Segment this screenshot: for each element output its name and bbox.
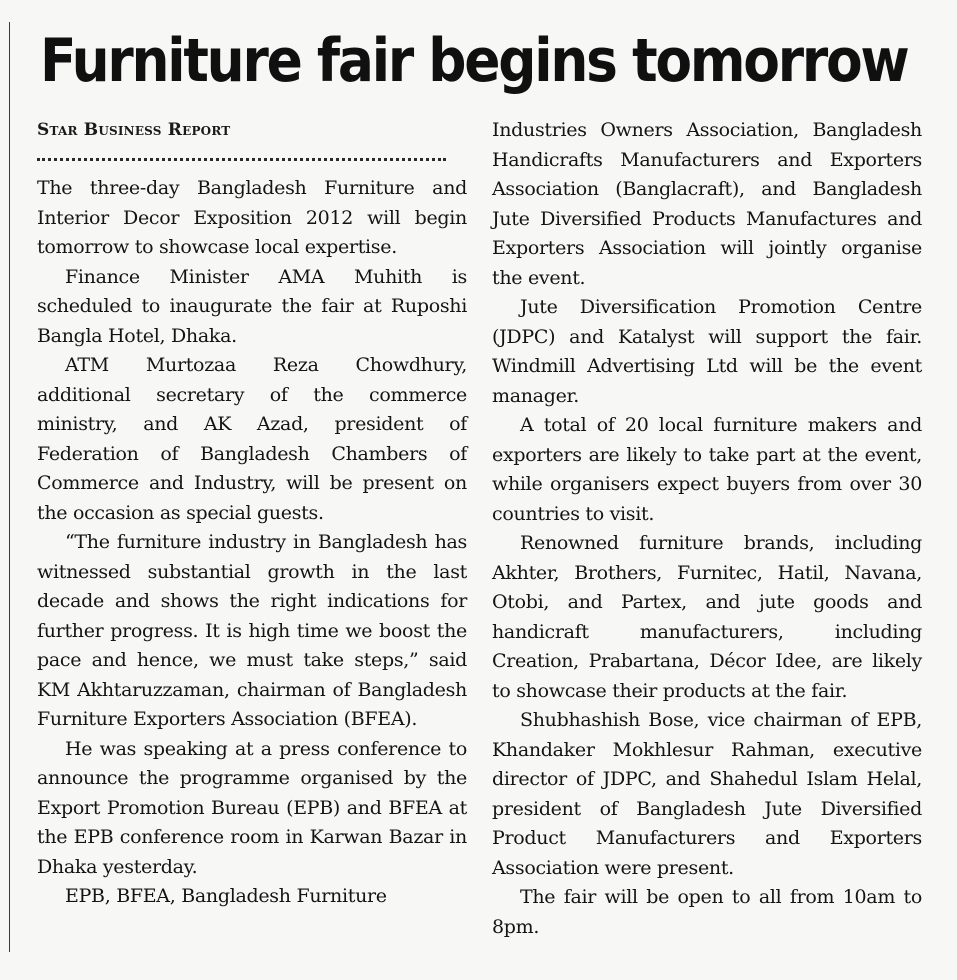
column-rule — [9, 22, 10, 952]
paragraph: Shubhashish Bose, vice chairman of EPB, Khandaker Mokhlesur Rahman, executive director of JDPC, and Shahedul Islam Helal, president of Bangladesh Jute Diversified Product Manufacturers and Exporters Association were present. — [492, 709, 922, 879]
paragraph: “The furniture industry in Bangladesh has witnessed substantial growth in the last decade and shows the right indications for further progress. It is high time we boost the pace and hence, we must take steps,” said KM Akhtaruzzaman, chairman of Bangladesh Furniture Exporters Association (BFEA). — [37, 531, 467, 730]
headline: Furniture fair begins tomorrow — [40, 26, 908, 96]
paragraph: The fair will be open to all from 10am to 8pm. — [492, 886, 922, 938]
paragraph: Finance Minister AMA Muhith is scheduled to inaugurate the fair at Ruposhi Bangla Hotel, Dhaka. — [37, 265, 467, 347]
paragraph: Jute Diversification Promotion Centre (JDPC) and Katalyst will support the fair. Windmill Advertising Ltd will be the event manager. — [492, 296, 922, 407]
article-column-left — [37, 174, 467, 912]
paragraph: Renowned furniture brands, including Akhter, Brothers, Furnitec, Hatil, Navana, Otobi, and Partex, and jute goods and handicraft manufacturers, including Creation, Prabartana, Décor Idee, are likely to showcase their products at the fair. — [492, 532, 922, 702]
byline: Star Business Report — [37, 120, 231, 140]
paragraph: He was speaking at a press conference to announce the programme organised by the Export Promotion Bureau (EPB) and BFEA at the EPB conference room in Karwan Bazar in Dhaka yesterday. — [37, 737, 467, 878]
paragraph: EPB, BFEA, Bangladesh Furniture — [65, 885, 387, 907]
paragraph: Industries Owners Association, Bangladesh Handicrafts Manufacturers and Exporters Association (Banglacraft), and Bangladesh Jute Diversified Products Manufactures and Exporters Association will jointly organise the event. — [492, 119, 922, 289]
article-column-right — [492, 116, 922, 942]
dotted-separator — [37, 158, 446, 161]
paragraph: ATM Murtozaa Reza Chowdhury, additional secretary of the commerce ministry, and AK Azad, president of Federation of Bangladesh Chambers of Commerce and Industry, will be present on the occasion as special guests. — [37, 354, 467, 524]
paragraph: The three-day Bangladesh Furniture and Interior Decor Exposition 2012 will begin tomorrow to showcase local expertise. — [37, 177, 467, 258]
paragraph: A total of 20 local furniture makers and exporters are likely to take part at the event, while organisers expect buyers from over 30 countries to visit. — [492, 414, 922, 525]
